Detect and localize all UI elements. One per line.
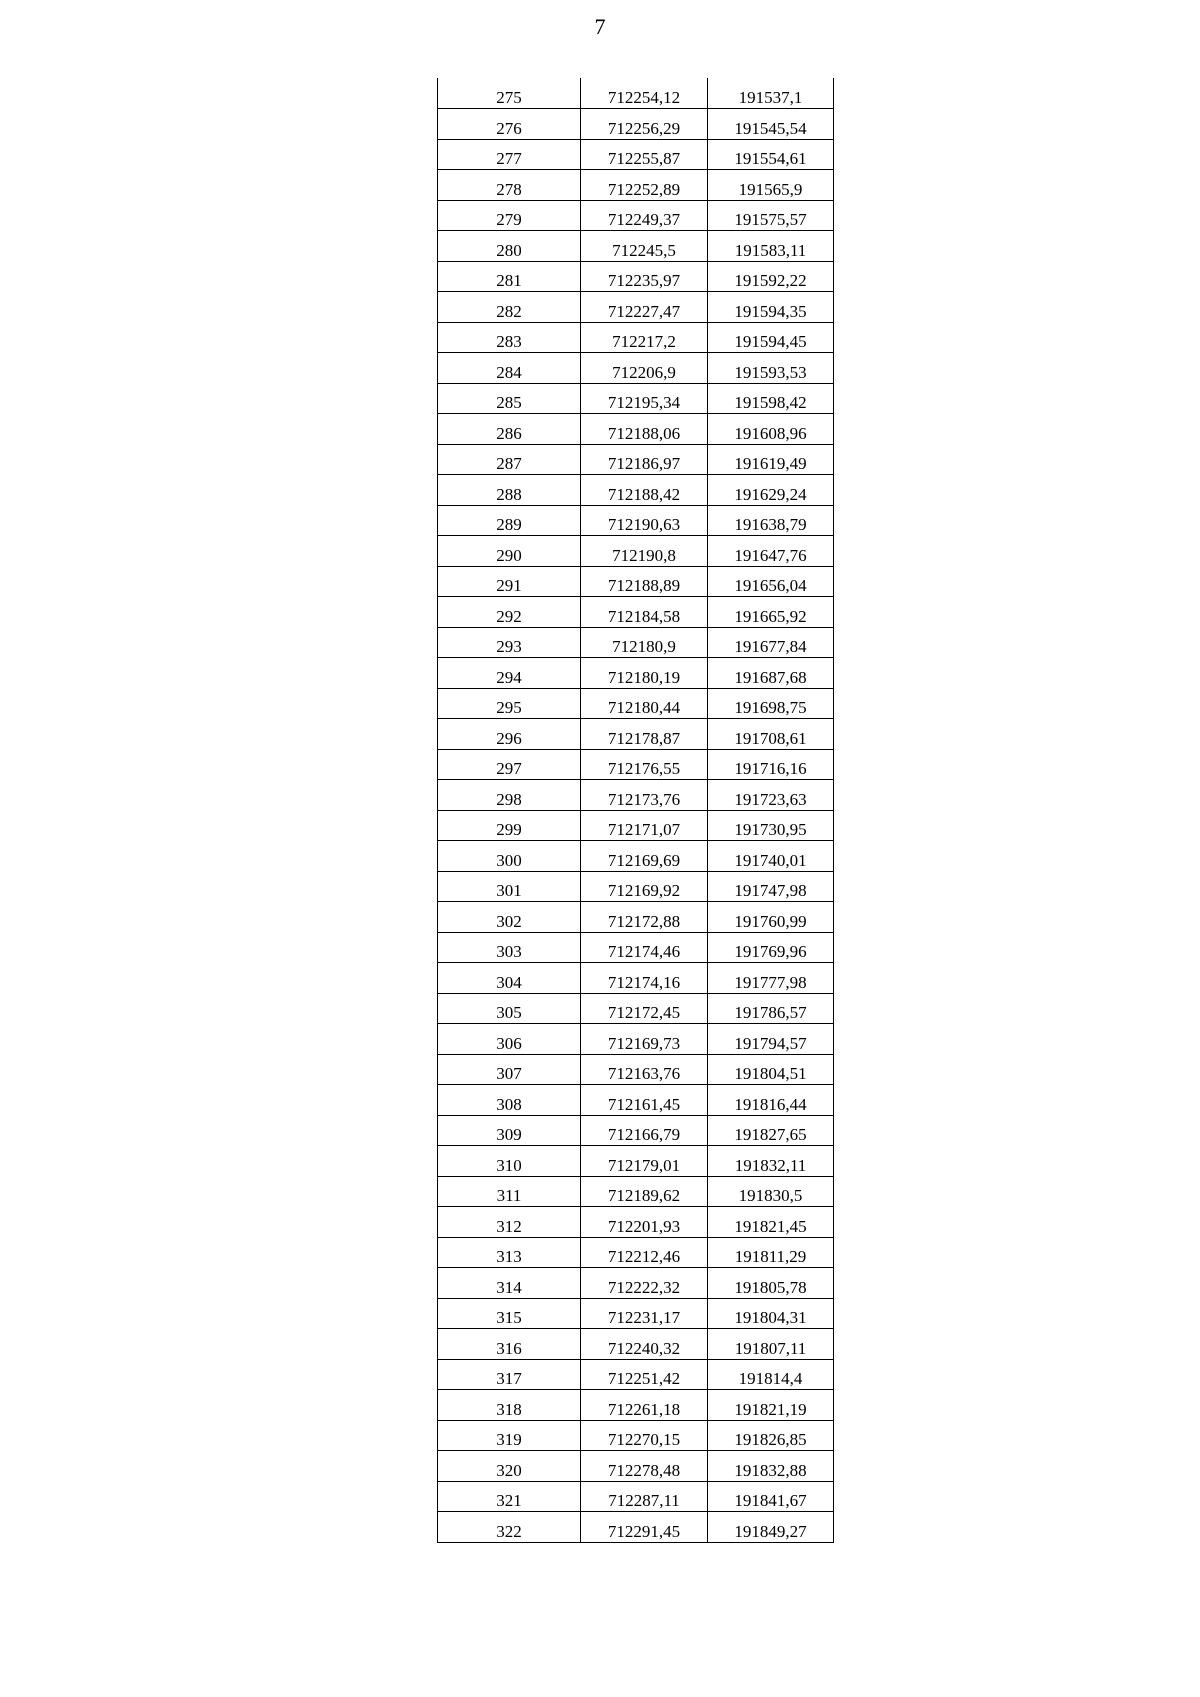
y-coordinate-cell: 191830,5 [708, 1176, 834, 1207]
x-coordinate-cell: 712212,46 [581, 1237, 708, 1268]
point-number-cell: 321 [438, 1481, 581, 1512]
table-row [438, 1359, 834, 1390]
x-coordinate-cell: 712195,34 [581, 383, 708, 414]
x-coordinate-cell: 712171,07 [581, 810, 708, 841]
x-coordinate-cell: 712261,18 [581, 1390, 708, 1421]
y-coordinate-cell: 191804,51 [708, 1054, 834, 1085]
table-row [438, 963, 834, 994]
y-coordinate-cell: 191638,79 [708, 505, 834, 536]
x-coordinate-cell: 712169,69 [581, 841, 708, 872]
x-coordinate-cell: 712222,32 [581, 1268, 708, 1299]
y-coordinate-cell: 191747,98 [708, 871, 834, 902]
y-coordinate-cell: 191554,61 [708, 139, 834, 170]
point-number-cell: 289 [438, 505, 581, 536]
y-coordinate-cell: 191575,57 [708, 200, 834, 231]
x-coordinate-cell: 712172,45 [581, 993, 708, 1024]
table-row [438, 231, 834, 262]
x-coordinate-cell: 712188,89 [581, 566, 708, 597]
table-row [438, 1512, 834, 1543]
x-coordinate-cell: 712173,76 [581, 780, 708, 811]
point-number-cell: 313 [438, 1237, 581, 1268]
point-number-cell: 307 [438, 1054, 581, 1085]
point-number-cell: 290 [438, 536, 581, 567]
x-coordinate-cell: 712291,45 [581, 1512, 708, 1543]
y-coordinate-cell: 191619,49 [708, 444, 834, 475]
y-coordinate-cell: 191832,88 [708, 1451, 834, 1482]
point-number-cell: 295 [438, 688, 581, 719]
point-number-cell: 302 [438, 902, 581, 933]
table-row [438, 109, 834, 140]
table-row [438, 993, 834, 1024]
x-coordinate-cell: 712251,42 [581, 1359, 708, 1390]
y-coordinate-cell: 191730,95 [708, 810, 834, 841]
point-number-cell: 293 [438, 627, 581, 658]
table-row [438, 1268, 834, 1299]
x-coordinate-cell: 712287,11 [581, 1481, 708, 1512]
y-coordinate-cell: 191723,63 [708, 780, 834, 811]
y-coordinate-cell: 191826,85 [708, 1420, 834, 1451]
y-coordinate-cell: 191698,75 [708, 688, 834, 719]
y-coordinate-cell: 191608,96 [708, 414, 834, 445]
point-number-cell: 299 [438, 810, 581, 841]
point-number-cell: 317 [438, 1359, 581, 1390]
x-coordinate-cell: 712169,92 [581, 871, 708, 902]
point-number-cell: 285 [438, 383, 581, 414]
point-number-cell: 322 [438, 1512, 581, 1543]
table-row [438, 627, 834, 658]
x-coordinate-cell: 712188,42 [581, 475, 708, 506]
table-row [438, 932, 834, 963]
y-coordinate-cell: 191786,57 [708, 993, 834, 1024]
table-row [438, 139, 834, 170]
point-number-cell: 288 [438, 475, 581, 506]
y-coordinate-cell: 191656,04 [708, 566, 834, 597]
table-row [438, 1176, 834, 1207]
table-row [438, 688, 834, 719]
x-coordinate-cell: 712189,62 [581, 1176, 708, 1207]
point-number-cell: 300 [438, 841, 581, 872]
y-coordinate-cell: 191816,44 [708, 1085, 834, 1116]
y-coordinate-cell: 191629,24 [708, 475, 834, 506]
y-coordinate-cell: 191849,27 [708, 1512, 834, 1543]
coordinates-table-body [438, 78, 834, 1542]
x-coordinate-cell: 712166,79 [581, 1115, 708, 1146]
x-coordinate-cell: 712217,2 [581, 322, 708, 353]
table-row [438, 780, 834, 811]
table-row [438, 810, 834, 841]
table-row [438, 322, 834, 353]
point-number-cell: 281 [438, 261, 581, 292]
x-coordinate-cell: 712174,16 [581, 963, 708, 994]
y-coordinate-cell: 191821,45 [708, 1207, 834, 1238]
table-row [438, 536, 834, 567]
y-coordinate-cell: 191811,29 [708, 1237, 834, 1268]
table-row [438, 1115, 834, 1146]
point-number-cell: 318 [438, 1390, 581, 1421]
point-number-cell: 319 [438, 1420, 581, 1451]
coordinates-table [437, 78, 834, 1543]
x-coordinate-cell: 712169,73 [581, 1024, 708, 1055]
table-row [438, 414, 834, 445]
table-row [438, 1390, 834, 1421]
y-coordinate-cell: 191565,9 [708, 170, 834, 201]
y-coordinate-cell: 191827,65 [708, 1115, 834, 1146]
x-coordinate-cell: 712188,06 [581, 414, 708, 445]
x-coordinate-cell: 712180,19 [581, 658, 708, 689]
table-row [438, 902, 834, 933]
point-number-cell: 294 [438, 658, 581, 689]
point-number-cell: 298 [438, 780, 581, 811]
point-number-cell: 312 [438, 1207, 581, 1238]
table-row [438, 78, 834, 109]
y-coordinate-cell: 191769,96 [708, 932, 834, 963]
point-number-cell: 316 [438, 1329, 581, 1360]
y-coordinate-cell: 191593,53 [708, 353, 834, 384]
x-coordinate-cell: 712270,15 [581, 1420, 708, 1451]
table-row [438, 597, 834, 628]
x-coordinate-cell: 712252,89 [581, 170, 708, 201]
x-coordinate-cell: 712256,29 [581, 109, 708, 140]
point-number-cell: 311 [438, 1176, 581, 1207]
y-coordinate-cell: 191832,11 [708, 1146, 834, 1177]
point-number-cell: 296 [438, 719, 581, 750]
point-number-cell: 303 [438, 932, 581, 963]
y-coordinate-cell: 191583,11 [708, 231, 834, 262]
y-coordinate-cell: 191677,84 [708, 627, 834, 658]
x-coordinate-cell: 712190,8 [581, 536, 708, 567]
point-number-cell: 276 [438, 109, 581, 140]
x-coordinate-cell: 712180,44 [581, 688, 708, 719]
x-coordinate-cell: 712163,76 [581, 1054, 708, 1085]
y-coordinate-cell: 191760,99 [708, 902, 834, 933]
table-row [438, 475, 834, 506]
y-coordinate-cell: 191598,42 [708, 383, 834, 414]
x-coordinate-cell: 712231,17 [581, 1298, 708, 1329]
x-coordinate-cell: 712249,37 [581, 200, 708, 231]
x-coordinate-cell: 712176,55 [581, 749, 708, 780]
point-number-cell: 278 [438, 170, 581, 201]
table-row [438, 1146, 834, 1177]
y-coordinate-cell: 191647,76 [708, 536, 834, 567]
x-coordinate-cell: 712235,97 [581, 261, 708, 292]
point-number-cell: 308 [438, 1085, 581, 1116]
point-number-cell: 320 [438, 1451, 581, 1482]
x-coordinate-cell: 712161,45 [581, 1085, 708, 1116]
table-row [438, 1085, 834, 1116]
x-coordinate-cell: 712186,97 [581, 444, 708, 475]
table-row [438, 719, 834, 750]
point-number-cell: 279 [438, 200, 581, 231]
y-coordinate-cell: 191794,57 [708, 1024, 834, 1055]
table-row [438, 1298, 834, 1329]
point-number-cell: 309 [438, 1115, 581, 1146]
y-coordinate-cell: 191665,92 [708, 597, 834, 628]
point-number-cell: 291 [438, 566, 581, 597]
table-row [438, 261, 834, 292]
table-row [438, 292, 834, 323]
x-coordinate-cell: 712255,87 [581, 139, 708, 170]
x-coordinate-cell: 712184,58 [581, 597, 708, 628]
point-number-cell: 277 [438, 139, 581, 170]
y-coordinate-cell: 191740,01 [708, 841, 834, 872]
y-coordinate-cell: 191708,61 [708, 719, 834, 750]
y-coordinate-cell: 191537,1 [708, 78, 834, 109]
point-number-cell: 304 [438, 963, 581, 994]
x-coordinate-cell: 712254,12 [581, 78, 708, 109]
point-number-cell: 301 [438, 871, 581, 902]
x-coordinate-cell: 712245,5 [581, 231, 708, 262]
y-coordinate-cell: 191594,35 [708, 292, 834, 323]
point-number-cell: 287 [438, 444, 581, 475]
y-coordinate-cell: 191592,22 [708, 261, 834, 292]
x-coordinate-cell: 712201,93 [581, 1207, 708, 1238]
y-coordinate-cell: 191805,78 [708, 1268, 834, 1299]
point-number-cell: 310 [438, 1146, 581, 1177]
x-coordinate-cell: 712180,9 [581, 627, 708, 658]
y-coordinate-cell: 191814,4 [708, 1359, 834, 1390]
table-row [438, 170, 834, 201]
point-number-cell: 315 [438, 1298, 581, 1329]
point-number-cell: 275 [438, 78, 581, 109]
table-row [438, 841, 834, 872]
table-row [438, 1207, 834, 1238]
point-number-cell: 306 [438, 1024, 581, 1055]
x-coordinate-cell: 712178,87 [581, 719, 708, 750]
point-number-cell: 314 [438, 1268, 581, 1299]
table-row [438, 1237, 834, 1268]
table-row [438, 505, 834, 536]
point-number-cell: 282 [438, 292, 581, 323]
table-row [438, 749, 834, 780]
x-coordinate-cell: 712179,01 [581, 1146, 708, 1177]
x-coordinate-cell: 712227,47 [581, 292, 708, 323]
table-row [438, 658, 834, 689]
table-row [438, 1451, 834, 1482]
y-coordinate-cell: 191777,98 [708, 963, 834, 994]
table-row [438, 444, 834, 475]
table-row [438, 1024, 834, 1055]
table-row [438, 1329, 834, 1360]
table-row [438, 1054, 834, 1085]
point-number-cell: 284 [438, 353, 581, 384]
y-coordinate-cell: 191841,67 [708, 1481, 834, 1512]
point-number-cell: 297 [438, 749, 581, 780]
y-coordinate-cell: 191807,11 [708, 1329, 834, 1360]
y-coordinate-cell: 191687,68 [708, 658, 834, 689]
x-coordinate-cell: 712174,46 [581, 932, 708, 963]
table-row [438, 871, 834, 902]
x-coordinate-cell: 712172,88 [581, 902, 708, 933]
page-number: 7 [594, 14, 606, 39]
point-number-cell: 292 [438, 597, 581, 628]
table-row [438, 566, 834, 597]
table-row [438, 1420, 834, 1451]
x-coordinate-cell: 712278,48 [581, 1451, 708, 1482]
x-coordinate-cell: 712190,63 [581, 505, 708, 536]
table-row [438, 383, 834, 414]
y-coordinate-cell: 191804,31 [708, 1298, 834, 1329]
y-coordinate-cell: 191821,19 [708, 1390, 834, 1421]
x-coordinate-cell: 712240,32 [581, 1329, 708, 1360]
point-number-cell: 286 [438, 414, 581, 445]
point-number-cell: 283 [438, 322, 581, 353]
y-coordinate-cell: 191716,16 [708, 749, 834, 780]
point-number-cell: 280 [438, 231, 581, 262]
x-coordinate-cell: 712206,9 [581, 353, 708, 384]
point-number-cell: 305 [438, 993, 581, 1024]
table-row [438, 353, 834, 384]
y-coordinate-cell: 191545,54 [708, 109, 834, 140]
table-row [438, 1481, 834, 1512]
table-row [438, 200, 834, 231]
y-coordinate-cell: 191594,45 [708, 322, 834, 353]
